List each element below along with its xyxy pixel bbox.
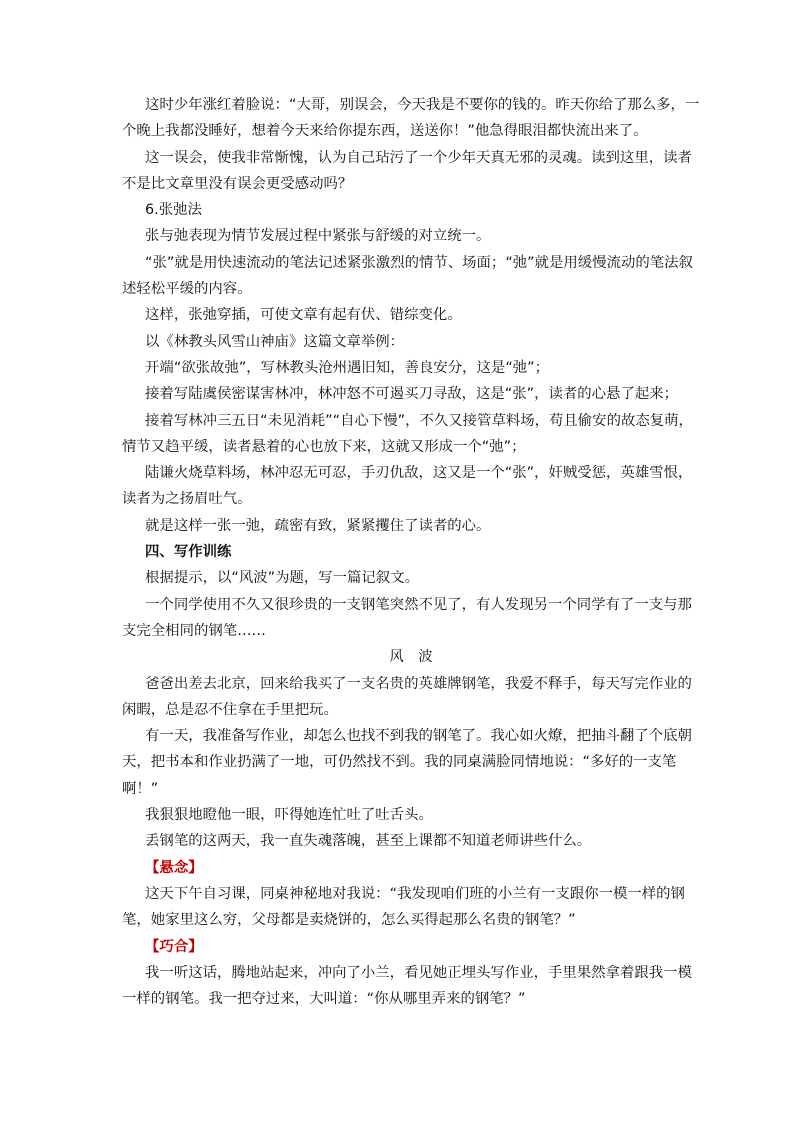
paragraph-8: 开端“欲张故弛”，写林教头沧州遇旧知，善良安分，这是“弛”； xyxy=(145,359,550,376)
paragraph-7: 以《林教头风雪山神庙》这篇文章举例： xyxy=(145,333,405,350)
paragraph-22: 这天下午自习课，同桌神秘地对我说：“我发现咱们班的小兰有一支跟你一模一样的钢笔，她家里这么穷，父母都是卖烧饼的，怎么买得起那么名贵的钢笔？” xyxy=(122,885,685,929)
paragraph-4: 张与弛表现为情节发展过程中紧张与舒缓的对立统一。 xyxy=(145,228,491,245)
annotation-qiaohe: 【巧合】 xyxy=(145,938,203,955)
paragraph-11: 陆谦火烧草料场，林冲忍无可忍，手刃仇敌，这又是一个“张”，奸贼受惩，英雄雪恨，读者为之扬眉吐气。 xyxy=(122,465,693,508)
paragraph-20: 丢钢笔的这两天，我一直失魂落魄，甚至上课都不知道老师讲些什么。 xyxy=(145,833,592,850)
section-heading-writing: 四、写作训练 xyxy=(145,544,232,561)
paragraph-18: 有一天，我准备写作业，却怎么也找不到我的钢笔了。我心如火燎，把抽斗翻了个底朝天，把书本和作业扔满了一地，可仍然找不到。我的同桌满脸同情地说：“多好的一支笔啊！” xyxy=(122,728,692,797)
paragraph-14: 根据提示，以“风波”为题，写一篇记叙文。 xyxy=(145,570,419,587)
paragraph-19: 我狠狠地瞪他一眼，吓得她连忙吐了吐舌头。 xyxy=(145,807,433,824)
paragraph-9: 接着写陆虞侯密谋害林冲，林冲怒不可遏买刀寻敌，这是“张”，读者的心悬了起来； xyxy=(145,386,679,403)
section-heading-zhangchi: 6.张弛法 xyxy=(145,202,202,219)
paragraph-1: 这时少年涨红着脸说：“大哥，别误会，今天我是不要你的钱的。昨天你给了那么多，一个晚上我都没睡好，想着今天来给你提东西，送送你！”他急得眼泪都快流出来了。 xyxy=(122,97,700,140)
paragraph-2: 这一误会，使我非常惭愧，认为自己玷污了一个少年天真无邪的灵魂。读到这里，读者不是比文章里没有误会更受感动吗？ xyxy=(122,149,692,192)
paragraph-15: 一个同学使用不久又很珍贵的一支钢笔突然不见了，有人发现另一个同学有了一支与那支完全相同的钢笔…… xyxy=(122,596,692,639)
paragraph-12: 就是这样一张一弛，疏密有致，紧紧攫住了读者的心。 xyxy=(145,517,491,534)
annotation-xuannian: 【悬念】 xyxy=(145,859,203,876)
paragraph-17: 爸爸出差去北京，回来给我买了一支名贵的英雄牌钢笔，我爱不释手，每天写完作业的闲暇，总是忍不住拿在手里把玩。 xyxy=(122,675,692,718)
paragraph-10: 接着写林冲三五日“未见消耗”“自心下慢”，不久又接管草料场，苟且偷安的故态复萌，情节又趋平缓，读者悬着的心也放下来，这就又形成一个“弛”； xyxy=(122,412,693,455)
paragraph-24: 我一听这话，腾地站起来，冲向了小兰，看见她正埋头写作业，手里果然拿着跟我一模一样的钢笔。我一把夺过来，大叫道：“你从哪里弄来的钢笔？” xyxy=(122,964,692,1008)
essay-title: 风 波 xyxy=(389,649,433,666)
document-page xyxy=(122,92,700,1012)
paragraph-5: “张”就是用快速流动的笔法记述紧张激烈的情节、场面；“弛”就是用缓慢流动的笔法叙述轻松平缓的内容。 xyxy=(122,254,693,298)
paragraph-6: 这样，张弛穿插，可使文章有起有伏、错综变化。 xyxy=(145,307,462,324)
